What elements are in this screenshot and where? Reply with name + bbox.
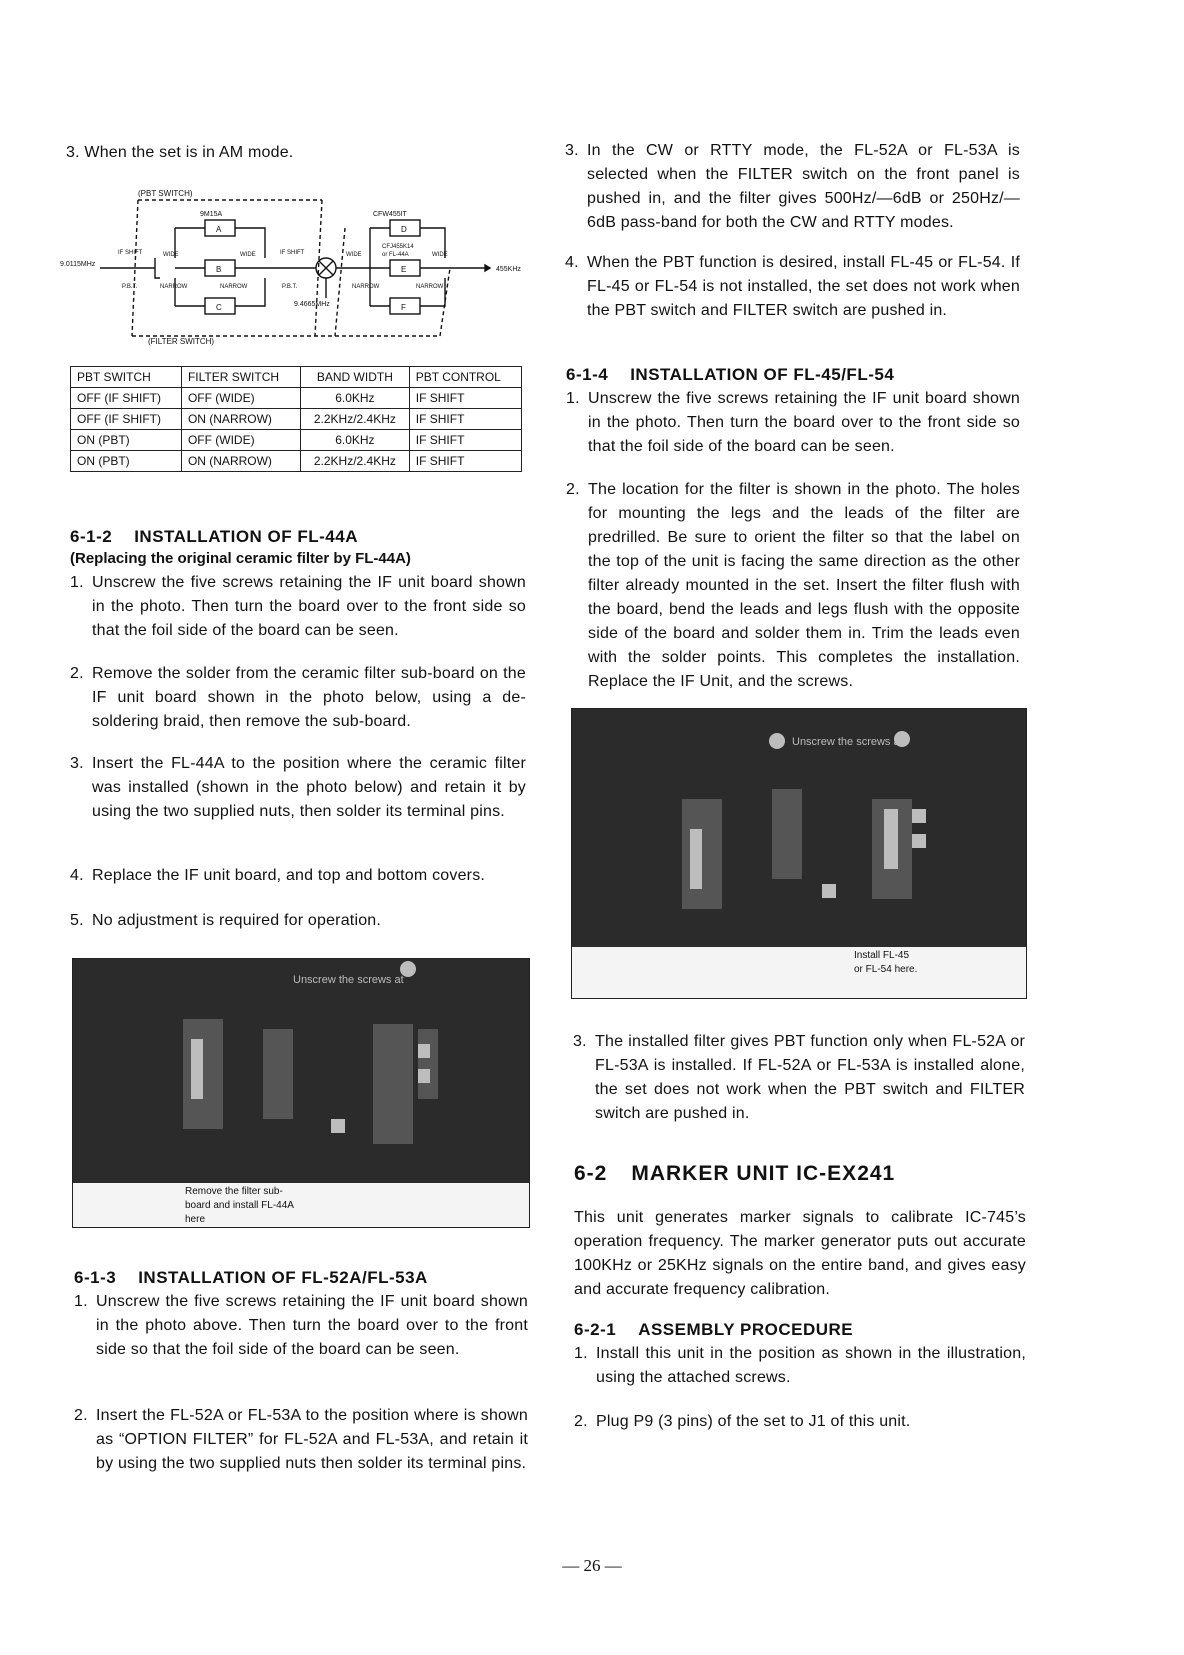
item-number: 2.: [574, 1413, 588, 1430]
pbt-filter-table: [70, 366, 522, 472]
caption-line: or FL-54 here.: [854, 964, 918, 975]
filter-block-diagram: [60, 188, 530, 348]
list-item: [70, 752, 526, 824]
table-cell: OFF (WIDE): [181, 430, 300, 451]
item-text: Remove the solder from the ceramic filter sub-board on the IF unit board shown in the photo below, using a de-soldering braid, then remove the sub-board.: [92, 665, 526, 730]
item-text: Plug P9 (3 pins) of the set to J1 of this unit.: [596, 1413, 911, 1430]
section-number: 6-1-2: [70, 527, 113, 546]
table-header: PBT CONTROL: [409, 367, 521, 388]
item-text: Install this unit in the position as shown in the illustration, using the attached screws.: [596, 1345, 1026, 1386]
wide-label-1: WIDE: [163, 252, 179, 258]
table-header: PBT SWITCH: [71, 367, 182, 388]
table-row: [71, 451, 522, 472]
list-item: [70, 571, 526, 643]
wide-label-2: WIDE: [240, 252, 256, 258]
section-title: INSTALLATION OF FL-45/FL-54: [630, 365, 895, 384]
if-shift-label-right: IF SHIFT: [280, 250, 305, 256]
section-number: 6-2: [574, 1162, 608, 1185]
screws-label-2: Unscrew the screws at: [792, 736, 903, 748]
section-6-1-2-heading: [70, 527, 358, 547]
am-mode-intro: 3. When the set is in AM mode.: [66, 144, 294, 161]
item-text: The installed filter gives PBT function only when FL-52A or FL-53A is installed. If FL-52A or FL-53A is installed alone, the set does not work when the PBT switch and FILTER switch are pushed in.: [595, 1033, 1025, 1122]
filter-a-part: 9M15A: [200, 211, 223, 218]
item-number: 3.: [565, 142, 579, 159]
table-cell: IF SHIFT: [409, 451, 521, 472]
table-cell: ON (NARROW): [181, 451, 300, 472]
circuit-board-image: [73, 959, 529, 1183]
box-e: E: [401, 265, 407, 274]
table-cell: ON (PBT): [71, 451, 182, 472]
table-cell: ON (NARROW): [181, 409, 300, 430]
table-cell: 2.2KHz/2.4KHz: [301, 409, 410, 430]
freq-in-label: 9.0115MHz: [60, 261, 96, 268]
box-b: B: [216, 265, 222, 274]
box-c: C: [216, 303, 222, 312]
item-text: Unscrew the five screws retaining the IF unit board shown in the photo above. Then turn the board over to the front side so that the foil side of the board can be seen.: [96, 1293, 528, 1358]
table-cell: IF SHIFT: [409, 388, 521, 409]
table-cell: OFF (WIDE): [181, 388, 300, 409]
box-a: A: [216, 225, 222, 234]
table-cell: 6.0KHz: [301, 430, 410, 451]
section-number: 6-1-3: [74, 1268, 117, 1287]
marker-unit-description: This unit generates marker signals to calibrate IC-745’s operation frequency. The marker generator puts out accurate 100KHz or 25KHz signals on the entire band, and gives easy and accurate frequency calibration.: [574, 1209, 1026, 1298]
item-number: 4.: [565, 254, 579, 271]
if-shift-label-left: IF SHIFT: [118, 250, 143, 256]
item-text: Insert the FL-44A to the position where the ceramic filter was installed (shown in the photo below) and retain it by using the two supplied nuts, then solder its terminal pins.: [92, 755, 526, 820]
freq-out-label: 455KHz: [496, 266, 521, 273]
section-number: 6-1-4: [566, 365, 609, 384]
list-item: [74, 1404, 528, 1476]
table-row: [71, 409, 522, 430]
filter-e-part-1: CFJ455K14: [382, 244, 414, 250]
table-header-row: [71, 367, 522, 388]
list-item: [566, 387, 1020, 459]
item-text: When the PBT function is desired, install FL-45 or FL-54. If FL-45 or FL-54 is not installed, the set does not work when the PBT switch and FILTER switch are pushed in.: [587, 254, 1020, 319]
if-unit-photo-1: [72, 958, 530, 1228]
wide-label-3: WIDE: [346, 252, 362, 258]
item-number: 2.: [70, 665, 84, 682]
section-title: INSTALLATION OF FL-52A/FL-53A: [138, 1268, 428, 1287]
box-f: F: [401, 303, 406, 312]
list-item: [574, 1410, 1026, 1434]
table-cell: IF SHIFT: [409, 430, 521, 451]
section-6-2-heading: [574, 1162, 895, 1186]
item-text: Replace the IF unit board, and top and bottom covers.: [92, 867, 486, 884]
item-number: 1.: [574, 1345, 588, 1362]
wide-label-4: WIDE: [432, 252, 448, 258]
narrow-label-2: NARROW: [220, 284, 248, 290]
pbt-label-left: P.B.T.: [122, 284, 138, 290]
caption-line: Install FL-45: [854, 950, 910, 961]
section-title: ASSEMBLY PROCEDURE: [638, 1320, 854, 1339]
circuit-board-image: [572, 709, 1026, 947]
list-item: [566, 478, 1020, 694]
page-number: — 26 —: [562, 1556, 622, 1575]
item-number: 3.: [70, 755, 84, 772]
section-title: MARKER UNIT IC-EX241: [631, 1162, 896, 1185]
item-number: 4.: [70, 867, 84, 884]
photo-1-caption: [185, 1185, 294, 1227]
item-number: 2.: [566, 481, 580, 498]
photo-2-caption: [854, 949, 917, 977]
item-text: No adjustment is required for operation.: [92, 912, 382, 929]
section-6-1-4-heading: [566, 365, 894, 385]
table-cell: 6.0KHz: [301, 388, 410, 409]
caption-line: Remove the filter sub-: [185, 1186, 283, 1197]
screws-label-1: Unscrew the screws at: [293, 974, 404, 986]
list-item: [574, 1342, 1026, 1390]
section-number: 6-2-1: [574, 1320, 617, 1339]
item-text: Insert the FL-52A or FL-53A to the position where is shown as “OPTION FILTER” for FL-52A and FL-53A, and retain it by using the two supplied nuts then solder its terminal pins.: [96, 1407, 528, 1472]
table-cell: IF SHIFT: [409, 409, 521, 430]
section-title: INSTALLATION OF FL-44A: [134, 527, 358, 546]
item-text: The location for the filter is shown in the photo. The holes for mounting the legs and the leads of the filter are predrilled. Be sure to orient the filter so that the label on the top of the unit is facing the same direction as the other filter already mounted in the set. Insert the filter flush with the board, bend the leads and legs flush with the opposite side of the board and solder them in. Trim the leads even with the solder points. This completes the installation. Replace the IF Unit, and the screws.: [588, 481, 1020, 690]
item-number: 1.: [74, 1293, 88, 1310]
box-d: D: [401, 225, 407, 234]
item-number: 1.: [70, 574, 84, 591]
caption-line: here: [185, 1214, 206, 1225]
filter-e-part-2: or FL-44A: [382, 252, 409, 258]
filter-d-part: CFW455IT: [373, 211, 407, 218]
item-number: 5.: [70, 912, 84, 929]
table-cell: OFF (IF SHIFT): [71, 388, 182, 409]
section-6-2-1-heading: [574, 1320, 853, 1340]
narrow-label-3: NARROW: [352, 284, 380, 290]
list-item: [74, 1290, 528, 1362]
freq-mid-label: 9.4665MHz: [294, 301, 330, 308]
caption-line: board and install FL-44A: [185, 1200, 294, 1211]
table-header: BAND WIDTH: [301, 367, 410, 388]
table-cell: ON (PBT): [71, 430, 182, 451]
item-number: 2.: [74, 1407, 88, 1424]
filter-switch-label: (FILTER SWITCH): [148, 337, 215, 346]
if-unit-photo-2: [571, 708, 1027, 999]
item-number: 1.: [566, 390, 580, 407]
section-6-1-2-subtitle: (Replacing the original ceramic filter by FL-44A): [70, 550, 411, 567]
table-cell: 2.2KHz/2.4KHz: [301, 451, 410, 472]
pbt-label-right: P.B.T.: [282, 284, 298, 290]
list-item: [70, 909, 526, 933]
section-6-1-3-heading: [74, 1268, 428, 1288]
item-text: Unscrew the five screws retaining the IF unit board shown in the photo. Then turn the board over to the front side so that the foil side of the board can be seen.: [92, 574, 526, 639]
item-text: In the CW or RTTY mode, the FL-52A or FL-53A is selected when the FILTER switch on the front panel is pushed in, and the filter gives 500Hz/—6dB or 250Hz/—6dB pass-band for both the CW and RTTY modes.: [587, 142, 1020, 231]
list-item: [565, 251, 1020, 323]
narrow-label-1: NARROW: [160, 284, 188, 290]
list-item: [70, 864, 526, 888]
table-header: FILTER SWITCH: [181, 367, 300, 388]
list-item: [70, 662, 526, 734]
table-cell: OFF (IF SHIFT): [71, 409, 182, 430]
item-text: Unscrew the five screws retaining the IF unit board shown in the photo. Then turn the board over to the front side so that the foil side of the board can be seen.: [588, 390, 1020, 455]
list-item: [573, 1030, 1025, 1126]
list-item: [565, 139, 1020, 235]
narrow-label-4: NARROW: [416, 284, 444, 290]
table-row: [71, 388, 522, 409]
table-row: [71, 430, 522, 451]
item-number: 3.: [573, 1033, 587, 1050]
pbt-switch-label: (PBT SWITCH): [138, 189, 193, 198]
